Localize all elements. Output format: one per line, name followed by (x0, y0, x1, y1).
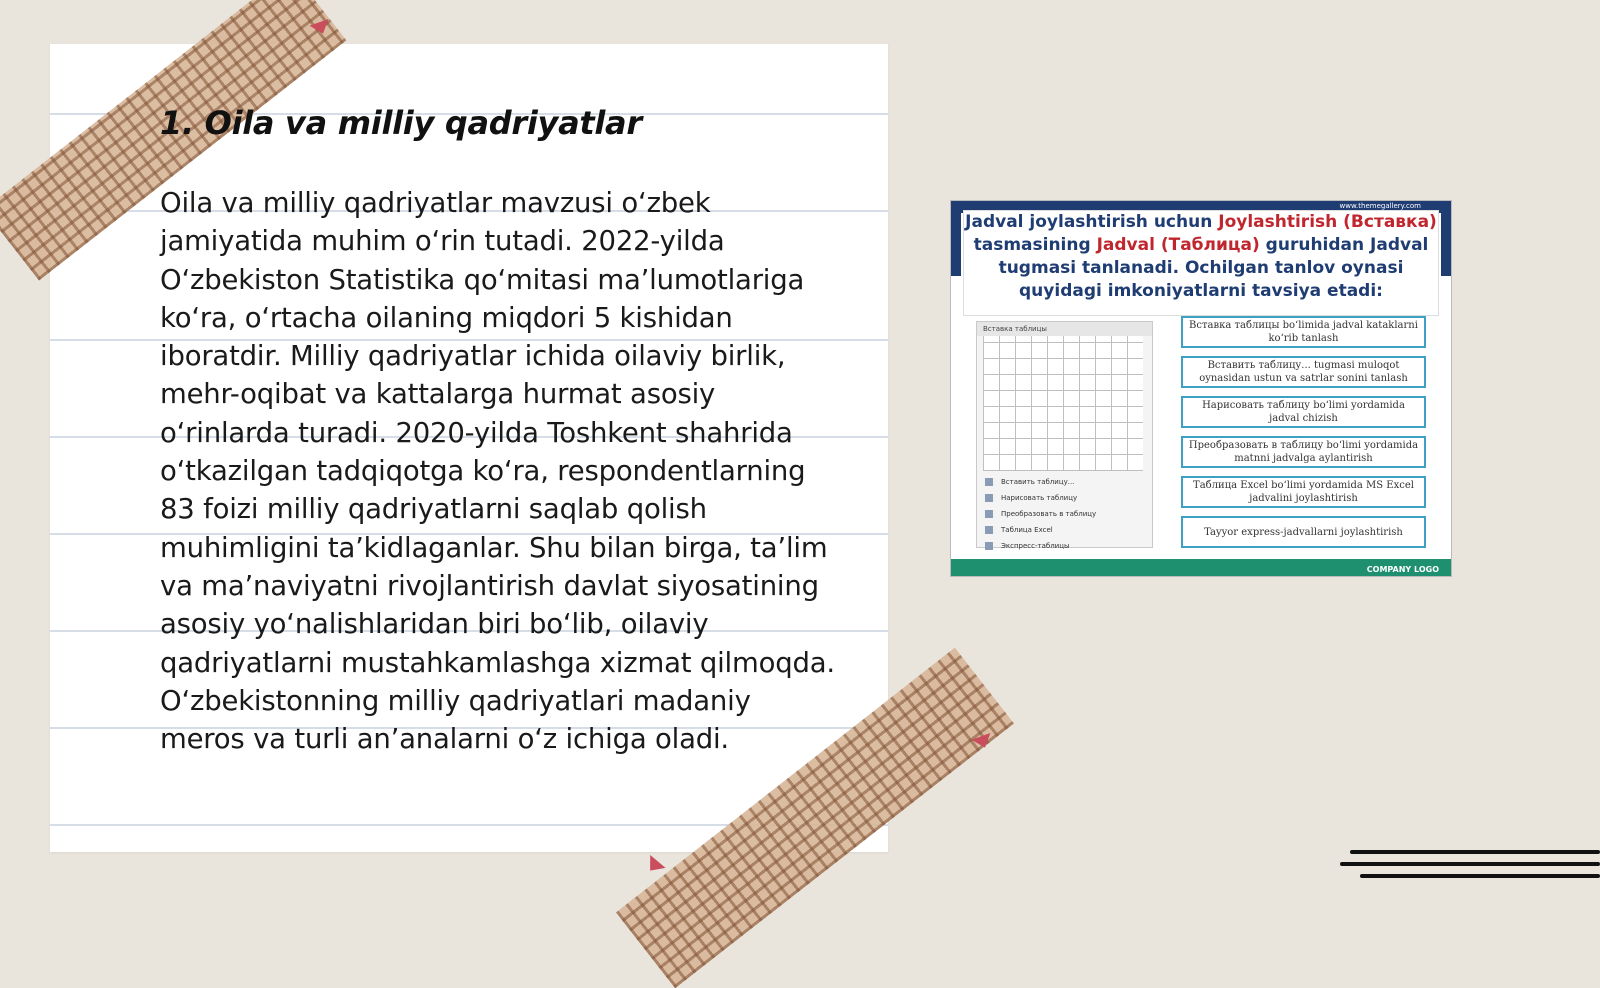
panel-menu-label: Экспресс-таблицы (1001, 542, 1070, 550)
callout-list (1181, 316, 1426, 556)
callout-box: Преобразовать в таблицу bo‘limi yordamida matnni jadvalga aylantirish (1181, 436, 1426, 468)
panel-menu-label: Таблица Excel (1001, 526, 1053, 534)
slide-heading-part: guruhidan Jadval tugmasi tanlanadi. Ochilgan tanlov oynasi quyidagi imkoniyatlarni tavsiya etadi: (998, 235, 1429, 301)
brush-line (1350, 850, 1600, 854)
callout-box: Таблица Excel bo‘limi yordamida MS Excel jadvalini joylashtirish (1181, 476, 1426, 508)
panel-menu-item (985, 522, 1145, 538)
slide-left-bar (951, 201, 961, 276)
callout-box: Вставить таблицу... tugmasi muloqot oynasidan ustun va satrlar sonini tanlash (1181, 356, 1426, 388)
slide-heading-part: Jadval joylashtirish uchun (965, 212, 1219, 232)
callout-box: Нарисовать таблицу bo‘limi yordamida jadval chizish (1181, 396, 1426, 428)
section-heading: 1. Oila va milliy qadriyatlar (160, 104, 642, 142)
slide-heading-part: Joylashtirish (Вставка) (1218, 212, 1437, 232)
embedded-slide-image (950, 200, 1452, 577)
panel-menu-label: Преобразовать в таблицу (1001, 510, 1097, 518)
tape-pin-bottom (642, 855, 665, 877)
brush-line (1340, 862, 1600, 866)
slide-heading (963, 210, 1439, 316)
table-grid (983, 336, 1143, 471)
convert-icon (985, 510, 993, 518)
panel-menu-item (985, 490, 1145, 506)
pencil-icon (985, 494, 993, 502)
brush-line (1360, 874, 1600, 878)
slide-url: www.themegallery.com (1339, 202, 1421, 210)
quick-table-icon (985, 542, 993, 550)
body-paragraph: Oila va milliy qadriyatlar mavzusi o‘zbek jamiyatida muhim o‘rin tutadi. 2022-yilda O‘zbekiston Statistika qo‘mitasi ma’lumotlariga ko‘ra, o‘rtacha oilaning miqdori 5 kishidan iboratdir. Milliy qadriyatlar ichida oilaviy birlik, mehr-oqibat va kattalarga hurmat asosiy o‘rinlarda turadi. 2020-yilda Toshkent shahrida o‘tkazilgan tadqiqotga ko‘ra, respondentlarning 83 foizi milliy qadriyatlarni saqlab qolish muhimligini ta’kidlaganlar. Shu bilan birga, ta’lim va ma’naviyatni rivojlantirish davlat siyosatining asosiy yo‘nalishlaridan biri bo‘lib, oilaviy qadriyatlarni mustahkamlashga xizmat qilmoqda. O‘zbekistonning milliy qadriyatlari madaniy meros va turli an’analarni o‘z ichiga oladi. (160, 187, 835, 756)
insert-table-panel (976, 321, 1153, 548)
company-logo: COMPANY LOGO (1366, 565, 1439, 574)
slide-heading-part: Jadval (Таблица) (1096, 235, 1260, 255)
slide-right-bar (1441, 201, 1451, 276)
panel-menu-item (985, 538, 1145, 554)
callout-box: Tayyor express-jadvallarni joylashtirish (1181, 516, 1426, 548)
panel-menu-label: Нарисовать таблицу (1001, 494, 1078, 502)
panel-menu (985, 474, 1145, 554)
panel-title: Вставка таблицы (977, 322, 1152, 336)
panel-menu-item (985, 506, 1145, 522)
table-icon (985, 478, 993, 486)
panel-menu-item (985, 474, 1145, 490)
callout-box: Вставка таблицы bo‘limida jadval kataklarni ko‘rib tanlash (1181, 316, 1426, 348)
excel-icon (985, 526, 993, 534)
decorative-brush-lines (1340, 848, 1600, 888)
slide-heading-part: tasmasining (973, 235, 1097, 255)
panel-menu-label: Вставить таблицу... (1001, 478, 1075, 486)
